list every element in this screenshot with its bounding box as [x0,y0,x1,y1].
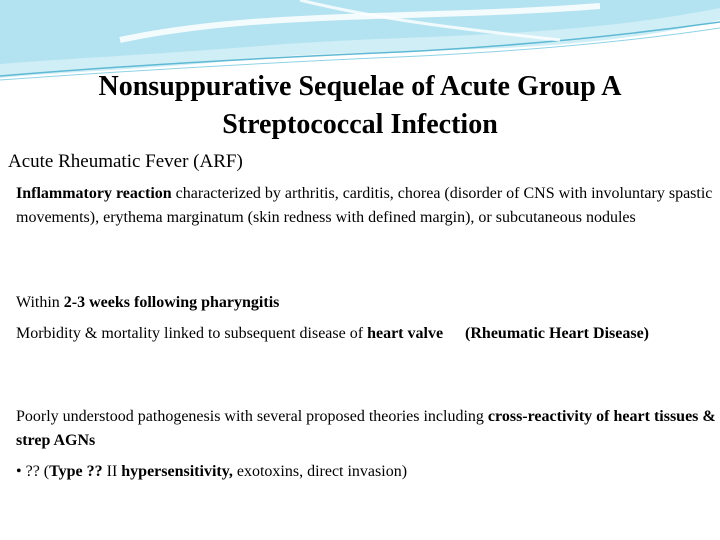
p5-mid: II [102,463,122,480]
p5-prefix: • ?? ( [16,463,50,480]
paragraph-inflammatory-reaction [16,182,716,230]
p5-suffix: exotoxins, direct invasion) [232,463,408,480]
p4-bold: cross-reactivity of heart tissues & strep AGNs [16,408,716,449]
slide-title-line1: Nonsuppurative Sequelae of Acute Group A [98,71,622,102]
bullet-hypersensitivity [16,460,716,484]
p2-bold: 2-3 weeks following pharyngitis [63,294,280,311]
p1-text: characterized by arthritis, carditis, chorea (disorder of CNS with involuntary spastic movements), erythema marginatum (skin redness with defined margin), or subcutaneous nodules [16,185,713,226]
slide-title [20,68,700,144]
p1-bold: Inflammatory reaction [16,185,172,202]
p5-bold1: Type ?? [49,463,103,480]
paragraph-pathogenesis [16,405,716,453]
p3-text: Morbidity & mortality linked to subsequent disease of [16,325,368,342]
p3-bold2: (Rheumatic Heart Disease) [465,325,649,342]
p5-bold2: hypersensitivity, [121,463,233,480]
paragraph-morbidity [16,322,716,346]
paragraph-timing [16,291,716,315]
p2-text: Within [16,294,64,311]
slide-title-line2: Streptococcal Infection [222,109,498,140]
p4-text: Poorly understood pathogenesis with several proposed theories including [16,408,488,425]
p3-bold1: heart valve [367,325,444,342]
section-heading: Acute Rheumatic Fever (ARF) [8,151,243,172]
